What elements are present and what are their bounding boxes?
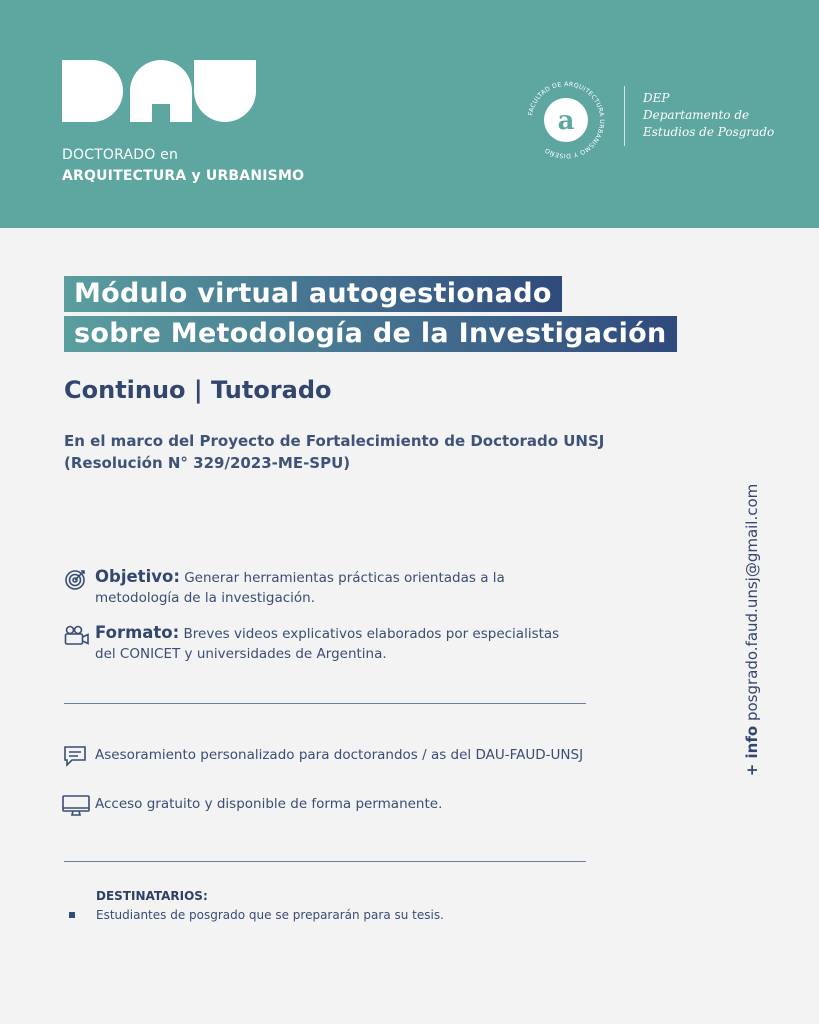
feature-objective bbox=[64, 567, 624, 611]
advisory-text: Asesoramiento personalizado para doctorandos / as del DAU-FAUD-UNSJ bbox=[95, 747, 584, 763]
faculty-seal-logo bbox=[522, 76, 610, 164]
monitor-icon bbox=[62, 794, 88, 818]
objective-text-2: metodología de la investigación. bbox=[95, 590, 316, 606]
divider-2 bbox=[64, 861, 586, 862]
program-line-2: ARQUITECTURA y URBANISMO bbox=[62, 168, 305, 184]
advisory-item bbox=[62, 745, 702, 769]
dep-block bbox=[643, 90, 774, 141]
video-camera-icon bbox=[64, 623, 88, 647]
contact-info bbox=[743, 484, 761, 777]
format-text-2: del CONICET y universidades de Argentina. bbox=[95, 646, 387, 662]
program-line-1: DOCTORADO en bbox=[62, 147, 179, 163]
header-divider bbox=[624, 86, 625, 146]
dep-line-2: Estudios de Posgrado bbox=[643, 125, 775, 139]
objective-label: Objetivo: bbox=[95, 567, 180, 586]
access-item bbox=[62, 794, 702, 818]
title-line-1: Módulo virtual autogestionado bbox=[64, 276, 562, 312]
contact-prefix: + info bbox=[743, 725, 761, 777]
recipients-item: Estudiantes de posgrado que se prepararán para su tesis. bbox=[96, 908, 444, 922]
format-label: Formato: bbox=[95, 623, 180, 642]
contact-email[interactable]: posgrado.faud.unsj@gmail.com bbox=[743, 483, 761, 722]
title-line-2: sobre Metodología de la Investigación bbox=[64, 316, 677, 352]
feature-format bbox=[64, 623, 624, 667]
recipients-bullet bbox=[69, 912, 75, 918]
objective-text: Generar herramientas prácticas orientadas a la bbox=[184, 570, 505, 586]
access-text: Acceso gratuito y disponible de forma permanente. bbox=[95, 796, 443, 812]
divider-1 bbox=[64, 703, 586, 704]
format-text: Breves videos explicativos elaborados por especialistas bbox=[183, 626, 560, 642]
seal-text: FACULTAD DE ARQUITECTURA URBANISMO Y DISEÑO bbox=[527, 80, 606, 160]
context-line-1: En el marco del Proyecto de Fortalecimiento de Doctorado UNSJ bbox=[64, 432, 605, 450]
recipients-title: DESTINATARIOS: bbox=[96, 889, 208, 903]
header-banner bbox=[0, 0, 819, 228]
chat-bubble-icon bbox=[62, 745, 88, 769]
seal-letter: a bbox=[557, 106, 575, 136]
dau-logo bbox=[62, 60, 256, 122]
dep-abbr: DEP bbox=[643, 91, 670, 105]
dep-line-1: Departamento de bbox=[643, 108, 750, 122]
context-text bbox=[64, 430, 724, 474]
context-line-2: (Resolución N° 329/2023-ME-SPU) bbox=[64, 454, 351, 472]
target-icon bbox=[64, 567, 88, 591]
subtitle: Continuo | Tutorado bbox=[64, 376, 332, 404]
